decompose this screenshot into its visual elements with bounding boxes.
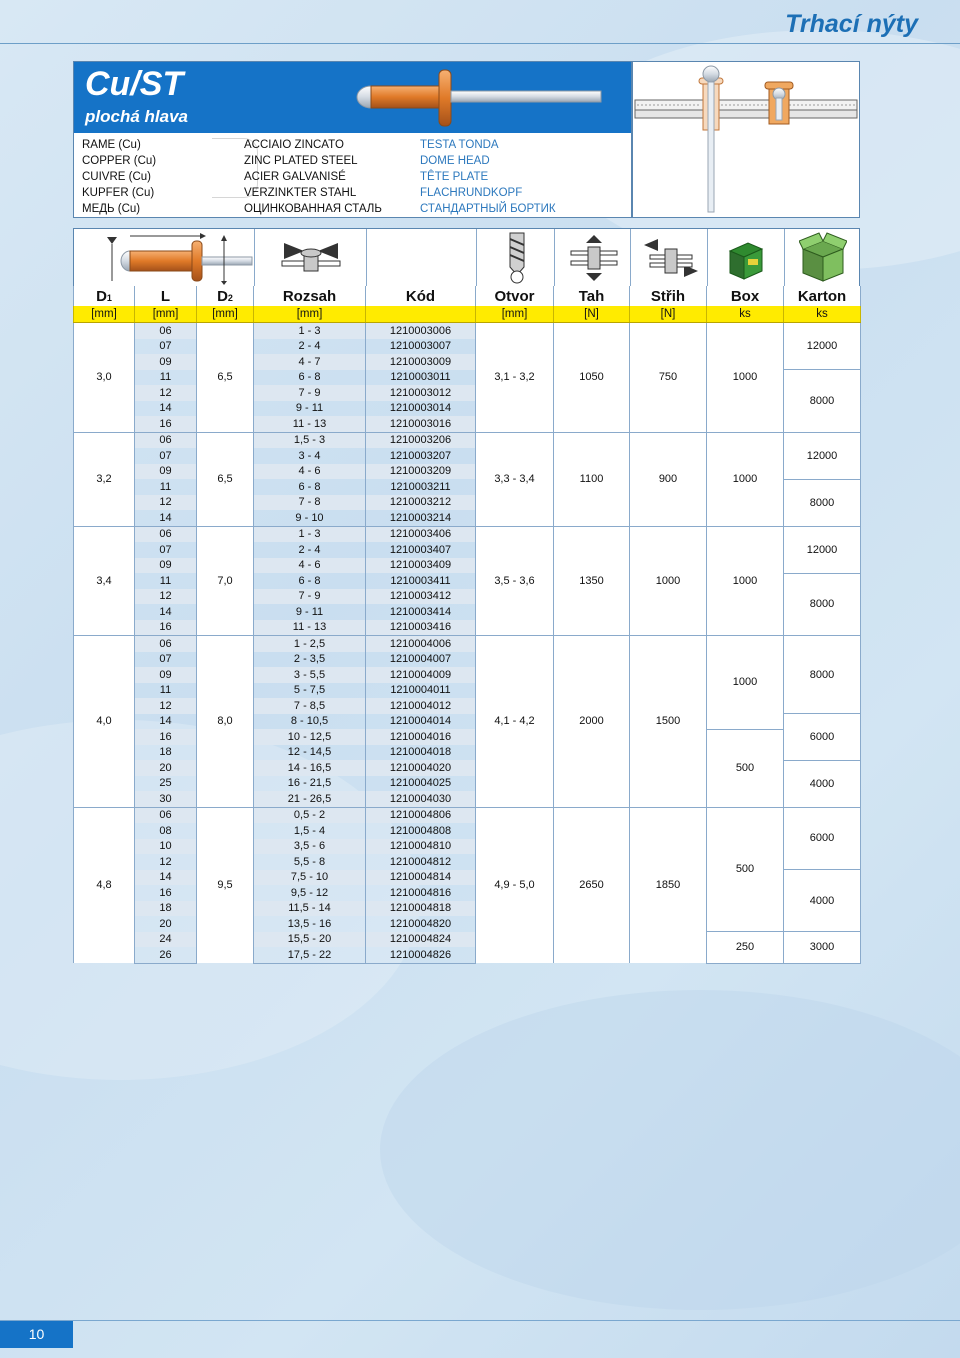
shear-cell: 1500 [630,636,707,808]
header-box: Box [707,286,784,306]
box-qty-cell: 500 [707,807,784,932]
unit-kod [366,306,476,323]
grip-range-cell: 6 - 8 [254,370,366,386]
box-icon [726,231,766,285]
code-cell: 1210004011 [366,683,476,699]
d1-cell: 3,2 [74,432,135,526]
head-type-line: TESTA TONDA [420,139,499,151]
code-cell: 1210004826 [366,947,476,963]
grip-range-cell: 0,5 - 2 [254,807,366,823]
length-cell: 09 [135,558,197,574]
grip-range-cell: 11,5 - 14 [254,901,366,917]
column-header-row [74,286,861,306]
carton-qty-cell: 8000 [784,636,861,714]
unit-strih: [N] [630,306,707,323]
drill-hole-icon [502,231,532,285]
grip-range-cell: 7,5 - 10 [254,870,366,886]
carton-qty-cell: 12000 [784,526,861,573]
unit-d2: [mm] [197,306,254,323]
box-qty-cell: 1000 [707,526,784,636]
code-cell: 1210003409 [366,558,476,574]
length-cell: 18 [135,745,197,761]
grip-range-cell: 6 - 8 [254,479,366,495]
code-cell: 1210004030 [366,791,476,807]
table-row [74,432,861,448]
grip-range-cell: 6 - 8 [254,573,366,589]
grip-range-cell: 4 - 6 [254,558,366,574]
grip-range-cell: 10 - 12,5 [254,729,366,745]
length-cell: 06 [135,432,197,448]
grip-range-cell: 12 - 14,5 [254,745,366,761]
code-cell: 1210003412 [366,589,476,605]
header-rozsah: Rozsah [254,286,366,306]
shear-cell: 1000 [630,526,707,636]
length-cell: 09 [135,354,197,370]
code-cell: 1210004006 [366,636,476,652]
tensile-cell: 2000 [554,636,630,808]
code-cell: 1210004824 [366,932,476,948]
head-type-line: TÊTE PLATE [420,171,489,183]
unit-tah: [N] [554,306,630,323]
length-cell: 12 [135,854,197,870]
hole-cell: 4,9 - 5,0 [476,807,554,963]
grip-range-cell: 4 - 6 [254,464,366,480]
shear-force-icon [642,231,700,285]
header-d1: D1 [74,286,135,306]
product-subtitle: plochá hlava [85,107,188,126]
table-row [74,636,861,652]
code-cell: 1210003012 [366,385,476,401]
box-qty-cell: 1000 [707,636,784,730]
length-cell: 06 [135,807,197,823]
code-cell: 1210003411 [366,573,476,589]
length-cell: 14 [135,604,197,620]
grip-range-cell: 9 - 10 [254,510,366,526]
code-cell: 1210004020 [366,760,476,776]
footer-rule [0,1320,960,1321]
code-cell: 1210003209 [366,464,476,480]
tensile-cell: 2650 [554,807,630,963]
grip-range-cell: 1,5 - 4 [254,823,366,839]
grip-range-cell: 9,5 - 12 [254,885,366,901]
grip-range-cell: 5,5 - 8 [254,854,366,870]
section-title: Trhací nýty [785,10,918,38]
product-title-banner [74,62,631,133]
unit-karton: ks [784,306,861,323]
grip-range-cell: 9 - 11 [254,401,366,417]
hole-cell: 3,1 - 3,2 [476,323,554,433]
code-cell: 1210003007 [366,339,476,355]
unit-rozsah: [mm] [254,306,366,323]
grip-range-cell: 7 - 8 [254,495,366,511]
header-d2: D2 [197,286,254,306]
length-cell: 12 [135,495,197,511]
hole-cell: 4,1 - 4,2 [476,636,554,808]
header-karton: Karton [784,286,861,306]
length-cell: 18 [135,901,197,917]
length-cell: 11 [135,683,197,699]
carton-qty-cell: 6000 [784,807,861,870]
rivet-dimensions-icon [104,231,254,285]
material-line: МЕДЬ (Cu) [82,203,141,215]
tensile-cell: 1050 [554,323,630,433]
table-row [74,323,861,339]
header-strih: Střih [630,286,707,306]
code-cell: 1210004816 [366,885,476,901]
grip-range-cell: 9 - 11 [254,604,366,620]
code-cell: 1210004820 [366,916,476,932]
material-line: ACCIAIO ZINCATO [244,139,344,151]
table-row [74,526,861,542]
length-cell: 06 [135,526,197,542]
grip-range-cell: 2 - 4 [254,339,366,355]
box-qty-cell: 1000 [707,323,784,433]
length-cell: 25 [135,776,197,792]
code-cell: 1210004016 [366,729,476,745]
header-l: L [135,286,197,306]
code-cell: 1210004806 [366,807,476,823]
material-line: RAME (Cu) [82,139,141,151]
box-qty-cell: 250 [707,932,784,964]
length-cell: 14 [135,510,197,526]
head-type-line: FLACHRUNDKOPF [420,187,523,199]
unit-d1: [mm] [74,306,135,323]
grip-range-cell: 7 - 8,5 [254,698,366,714]
grip-range-cell: 4 - 7 [254,354,366,370]
mandrel-material-col [244,137,382,217]
product-header-card [73,61,860,218]
d2-cell: 6,5 [197,432,254,526]
length-cell: 30 [135,791,197,807]
d2-cell: 7,0 [197,526,254,636]
d1-cell: 4,8 [74,807,135,963]
grip-range-cell: 7 - 9 [254,589,366,605]
length-cell: 16 [135,416,197,432]
grip-range-cell: 11 - 13 [254,416,366,432]
page-number: 10 [0,1321,73,1348]
code-cell: 1210004814 [366,870,476,886]
code-cell: 1210003211 [366,479,476,495]
box-qty-cell: 1000 [707,432,784,526]
length-cell: 14 [135,714,197,730]
d2-cell: 9,5 [197,807,254,963]
code-cell: 1210003206 [366,432,476,448]
code-cell: 1210003414 [366,604,476,620]
material-line: VERZINKTER STAHL [244,187,357,199]
code-cell: 1210004018 [366,745,476,761]
grip-range-cell: 21 - 26,5 [254,791,366,807]
length-cell: 26 [135,947,197,963]
length-cell: 07 [135,542,197,558]
code-cell: 1210003207 [366,448,476,464]
icon-header-row [73,228,860,286]
code-cell: 1210003406 [366,526,476,542]
code-cell: 1210003212 [366,495,476,511]
grip-range-cell: 16 - 21,5 [254,776,366,792]
length-cell: 07 [135,652,197,668]
tensile-cell: 1350 [554,526,630,636]
grip-range-cell: 2 - 4 [254,542,366,558]
grip-range-cell: 15,5 - 20 [254,932,366,948]
d2-cell: 6,5 [197,323,254,433]
length-cell: 07 [135,448,197,464]
material-line: COPPER (Cu) [82,155,157,167]
grip-range-cell: 1 - 2,5 [254,636,366,652]
code-cell: 1210003009 [366,354,476,370]
d1-cell: 3,0 [74,323,135,433]
material-line: ZINC PLATED STEEL [244,155,358,167]
carton-qty-cell: 4000 [784,870,861,932]
code-cell: 1210004009 [366,667,476,683]
unit-box: ks [707,306,784,323]
rivet-image-icon [349,64,609,130]
grip-range-cell: 14 - 16,5 [254,760,366,776]
length-cell: 16 [135,729,197,745]
code-cell: 1210004808 [366,823,476,839]
length-cell: 20 [135,916,197,932]
tensile-cell: 1100 [554,432,630,526]
material-names-col [82,137,156,217]
grip-range-cell: 7 - 9 [254,385,366,401]
grip-range-cell: 5 - 7,5 [254,683,366,699]
code-cell: 1210003416 [366,620,476,636]
length-cell: 20 [135,760,197,776]
grip-range-cell: 2 - 3,5 [254,652,366,668]
grip-range-cell: 3 - 4 [254,448,366,464]
code-cell: 1210003011 [366,370,476,386]
d1-cell: 4,0 [74,636,135,808]
spec-table-block [73,228,860,964]
code-cell: 1210004818 [366,901,476,917]
box-qty-cell: 500 [707,729,784,807]
header-kod: Kód [366,286,476,306]
d2-cell: 8,0 [197,636,254,808]
length-cell: 08 [135,823,197,839]
length-cell: 24 [135,932,197,948]
header-tah: Tah [554,286,630,306]
code-cell: 1210003014 [366,401,476,417]
length-cell: 09 [135,464,197,480]
length-cell: 06 [135,636,197,652]
d1-cell: 3,4 [74,526,135,636]
unit-row [74,306,861,323]
table-row [74,729,861,745]
head-type-col [420,137,556,217]
length-cell: 12 [135,385,197,401]
length-cell: 14 [135,401,197,417]
material-line: CUIVRE (Cu) [82,171,152,183]
length-cell: 06 [135,323,197,339]
head-type-line: DOME HEAD [420,155,490,167]
length-cell: 12 [135,589,197,605]
header-otvor: Otvor [476,286,554,306]
tensile-force-icon [569,231,619,285]
unit-l: [mm] [135,306,197,323]
carton-qty-cell: 12000 [784,432,861,479]
carton-qty-cell: 3000 [784,932,861,964]
code-cell: 1210003214 [366,510,476,526]
carton-qty-cell: 12000 [784,323,861,370]
shear-cell: 750 [630,323,707,433]
grip-range-icon [280,231,342,285]
shear-cell: 1850 [630,807,707,963]
grip-range-cell: 1 - 3 [254,323,366,339]
length-cell: 07 [135,339,197,355]
code-cell: 1210003006 [366,323,476,339]
length-cell: 16 [135,885,197,901]
grip-range-cell: 17,5 - 22 [254,947,366,963]
unit-otvor: [mm] [476,306,554,323]
carton-icon [799,231,847,285]
header-rule [0,43,960,44]
code-cell: 1210004014 [366,714,476,730]
material-line: ACIER GALVANISÉ [244,171,346,183]
hole-cell: 3,5 - 3,6 [476,526,554,636]
material-line: KUPFER (Cu) [82,187,155,199]
length-cell: 16 [135,620,197,636]
carton-qty-cell: 4000 [784,760,861,807]
length-cell: 11 [135,479,197,495]
hole-cell: 3,3 - 3,4 [476,432,554,526]
grip-range-cell: 11 - 13 [254,620,366,636]
code-cell: 1210004007 [366,652,476,668]
code-cell: 1210004012 [366,698,476,714]
spec-table-body [74,323,861,964]
product-code: Cu/ST [85,65,184,103]
grip-range-cell: 13,5 - 16 [254,916,366,932]
table-row [74,807,861,823]
grip-range-cell: 3 - 5,5 [254,667,366,683]
head-type-line: СТАНДАРТНЫЙ БОРТИК [420,203,556,215]
material-line: ОЦИНКОВАННАЯ СТАЛЬ [244,203,382,215]
shear-cell: 900 [630,432,707,526]
carton-qty-cell: 8000 [784,573,861,636]
length-cell: 11 [135,370,197,386]
carton-qty-cell: 8000 [784,370,861,433]
carton-qty-cell: 6000 [784,714,861,761]
rivet-installation-diagram-icon [633,62,859,217]
length-cell: 12 [135,698,197,714]
length-cell: 14 [135,870,197,886]
code-cell: 1210004812 [366,854,476,870]
code-cell: 1210004810 [366,839,476,855]
code-cell: 1210003407 [366,542,476,558]
length-cell: 10 [135,839,197,855]
grip-range-cell: 1 - 3 [254,526,366,542]
spec-table [73,286,861,964]
length-cell: 09 [135,667,197,683]
grip-range-cell: 1,5 - 3 [254,432,366,448]
grip-range-cell: 8 - 10,5 [254,714,366,730]
carton-qty-cell: 8000 [784,479,861,526]
code-cell: 1210003016 [366,416,476,432]
table-row [74,932,861,948]
code-cell: 1210004025 [366,776,476,792]
length-cell: 11 [135,573,197,589]
grip-range-cell: 3,5 - 6 [254,839,366,855]
